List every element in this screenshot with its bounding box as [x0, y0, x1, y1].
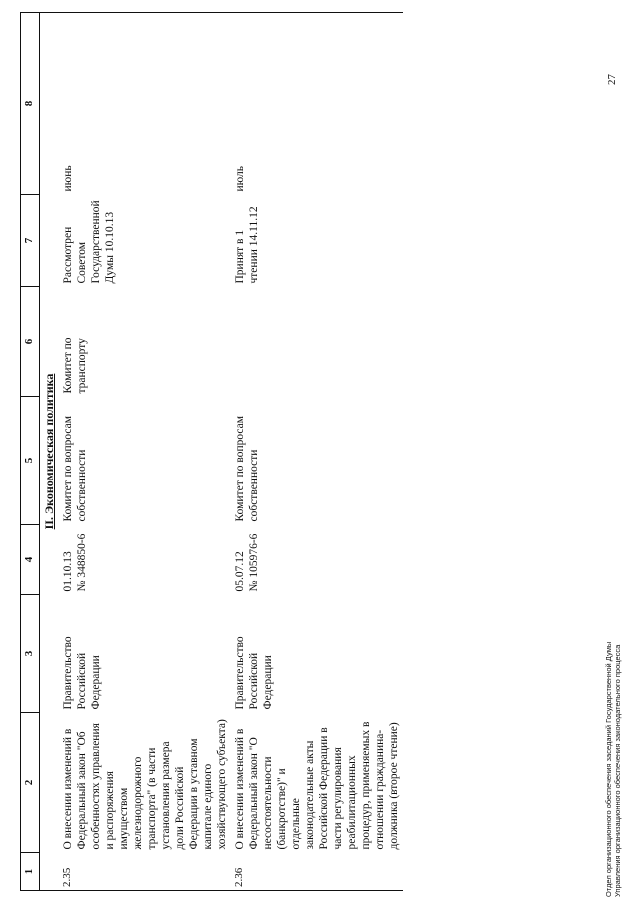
section-title: II. Экономическая политика: [40, 13, 59, 891]
bill-table: [20, 12, 403, 891]
responsible-committee: Комитет по вопросам собственности: [61, 415, 88, 522]
column-number: 8: [21, 13, 40, 195]
bill-registration: [231, 525, 403, 595]
bill-date: 01.10.13: [61, 551, 74, 592]
planned-month: июль: [231, 13, 403, 195]
co-committee: Комитет по транспорту: [61, 337, 88, 394]
page-footer: [604, 642, 623, 897]
responsible-committee: Комитет по вопросам собственности: [233, 415, 260, 522]
column-number-row: [21, 13, 40, 891]
column-number: 4: [21, 525, 40, 595]
bill-registration: [59, 525, 231, 595]
bill-title: О внесении изменений в Федеральный закон "О несостоятельности (банкротстве)" и отдельные законодательные акты Российской Федерации в части регулирования реабилитационных процедур, применяемых в отношении гражданина-должника (второе чтение): [233, 721, 400, 850]
page-number: 27: [606, 74, 618, 85]
column-number: 7: [21, 195, 40, 287]
table-row: [231, 13, 403, 891]
table-row: [59, 13, 231, 891]
section-row: [40, 13, 59, 891]
column-number: 5: [21, 397, 40, 525]
planned-month: июнь: [59, 13, 231, 195]
bill-status: Принят в 1 чтении 14.11.12: [233, 206, 260, 284]
bill-author: Правительство Российской Федерации: [233, 636, 274, 710]
bill-number: № 105976-6: [247, 533, 260, 592]
column-number: 6: [21, 287, 40, 397]
column-number: 3: [21, 595, 40, 713]
column-number: 2: [21, 713, 40, 853]
row-number: 2.36: [231, 853, 403, 891]
bill-author: Правительство Российской Федерации: [61, 636, 102, 710]
column-number: 1: [21, 853, 40, 891]
bill-date: 05.07.12: [233, 551, 246, 592]
co-committee: [231, 287, 403, 397]
footer-line: Управления организационного обеспечения законодательного процесса: [613, 644, 623, 897]
bill-status: Рассмотрен Советом Государственной Думы 10.10.13: [61, 200, 116, 284]
bill-title: О внесении изменений в Федеральный закон "Об особенностях управления и распоряжения имуществом железнодорожного транспорта" (в части установления размера доли Российской Федерации в уставном капитале единого хозяйствующего субъекта): [61, 719, 228, 850]
footer-line: Отдел организационного обеспечения заседаний Государственной Думы: [604, 641, 613, 897]
bill-number: № 348850-6: [75, 533, 88, 592]
row-number: 2.35: [59, 853, 231, 891]
